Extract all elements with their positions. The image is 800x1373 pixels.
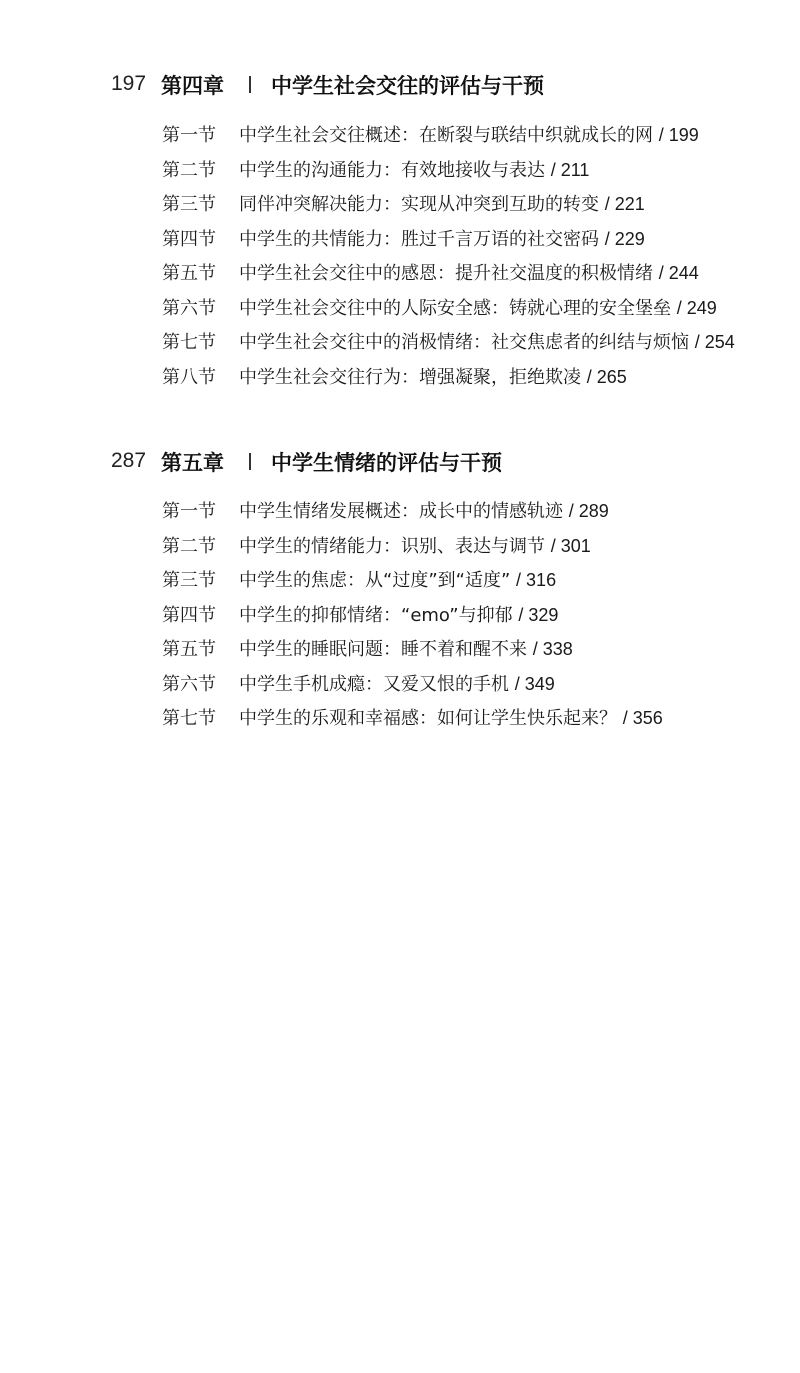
- section-title-text: 中学生社会交往行为：增强凝聚，拒绝欺凌: [239, 366, 581, 388]
- section-title: [239, 601, 558, 627]
- section-page: / 211: [550, 159, 590, 180]
- section-title: [239, 670, 555, 696]
- section-page: / 249: [676, 297, 717, 318]
- section-number: 第二节: [162, 159, 216, 181]
- toc-entry[interactable]: [0, 190, 800, 225]
- section-title-text: 中学生社会交往中的人际安全感：铸就心理的安全堡垒: [239, 297, 671, 319]
- section-page: / 356: [622, 708, 663, 728]
- toc-entry[interactable]: [0, 670, 800, 705]
- chapter-page-number: 197: [111, 72, 147, 95]
- section-title: [239, 497, 609, 523]
- section-title: [239, 328, 735, 354]
- section-number: 第五节: [162, 263, 216, 284]
- chapter-page-number: 287: [111, 449, 147, 472]
- chapter-title: 中学生情绪的评估与干预: [271, 451, 502, 475]
- section-title-text: 中学生的共情能力：胜过千言万语的社交密码: [239, 228, 599, 250]
- chapter-title: 中学生社会交往的评估与干预: [271, 74, 544, 98]
- section-title-text: 中学生社会交往中的感恩：提升社交温度的积极情绪: [239, 263, 653, 284]
- toc-entry[interactable]: [0, 259, 800, 294]
- section-number: 第七节: [162, 708, 216, 729]
- section-number: 第三节: [162, 194, 216, 215]
- toc-entry[interactable]: [0, 704, 800, 739]
- chapter-label: 第四章: [161, 74, 224, 98]
- section-number: 第一节: [162, 125, 216, 146]
- section-page: / 338: [532, 639, 573, 659]
- section-page: / 199: [658, 125, 699, 145]
- chapter-label: 第五章: [161, 451, 224, 475]
- toc-entry[interactable]: [0, 601, 800, 636]
- section-title-text: 中学生的乐观和幸福感：如何让学生快乐起来？: [239, 708, 617, 729]
- section-number: 第八节: [162, 366, 216, 388]
- section-title-text: 中学生社会交往中的消极情绪：社交焦虑者的纠结与烦恼: [239, 332, 689, 353]
- section-title-text: 中学生情绪发展概述：成长中的情感轨迹: [239, 501, 563, 522]
- section-title-text: 中学生手机成瘾：又爱又恨的手机: [239, 673, 509, 695]
- section-page: / 229: [604, 228, 645, 249]
- chapter-heading[interactable]: [0, 68, 800, 108]
- toc-entry[interactable]: [0, 363, 800, 398]
- section-title: [239, 259, 699, 285]
- toc-entry[interactable]: [0, 497, 800, 532]
- section-number: 第六节: [162, 297, 216, 319]
- section-title: [239, 532, 591, 558]
- section-page: / 265: [586, 366, 627, 387]
- section-title: [239, 121, 699, 147]
- section-number: 第一节: [162, 501, 216, 522]
- toc-entry[interactable]: [0, 225, 800, 260]
- chapter-block: [0, 68, 800, 108]
- section-title: [239, 363, 627, 389]
- section-title: [239, 225, 645, 251]
- section-title-text: 中学生的抑郁情绪：“emo”与抑郁: [239, 604, 513, 626]
- section-number: 第四节: [162, 228, 216, 250]
- section-page: / 316: [516, 570, 557, 590]
- toc-entry[interactable]: [0, 566, 800, 601]
- section-title-text: 中学生社会交往概述：在断裂与联结中织就成长的网: [239, 125, 653, 146]
- chapter-divider: [249, 76, 251, 93]
- section-number: 第六节: [162, 673, 216, 695]
- section-list: [0, 497, 800, 739]
- toc-entry[interactable]: [0, 156, 800, 191]
- section-page: / 301: [550, 535, 591, 556]
- section-title-text: 中学生的情绪能力：识别、表达与调节: [239, 535, 545, 557]
- chapter-divider: [249, 453, 251, 470]
- section-title: [239, 635, 573, 661]
- toc-entry[interactable]: [0, 532, 800, 567]
- section-number: 第七节: [162, 332, 216, 353]
- section-title-text: 中学生的沟通能力：有效地接收与表达: [239, 159, 545, 181]
- section-page: / 244: [658, 263, 699, 283]
- section-title: [239, 190, 645, 216]
- section-page: / 254: [694, 332, 735, 352]
- toc-entry[interactable]: [0, 635, 800, 670]
- section-title: [239, 156, 589, 182]
- section-title-text: 同伴冲突解决能力：实现从冲突到互助的转变: [239, 194, 599, 215]
- section-number: 第五节: [162, 639, 216, 660]
- section-page: / 329: [518, 604, 559, 625]
- toc-entry[interactable]: [0, 121, 800, 156]
- section-title: [239, 294, 717, 320]
- section-title-text: 中学生的睡眠问题：睡不着和醒不来: [239, 639, 527, 660]
- section-number: 第二节: [162, 535, 216, 557]
- section-title: [239, 704, 663, 730]
- section-page: / 221: [604, 194, 645, 214]
- section-page: / 349: [514, 673, 555, 694]
- toc-entry[interactable]: [0, 294, 800, 329]
- section-page: / 289: [568, 501, 609, 521]
- section-title: [239, 566, 556, 592]
- toc-entry[interactable]: [0, 328, 800, 363]
- chapter-block: [0, 445, 800, 485]
- section-title-text: 中学生的焦虑：从“过度”到“适度”: [239, 570, 511, 591]
- section-number: 第三节: [162, 570, 216, 591]
- chapter-heading[interactable]: [0, 445, 800, 485]
- section-number: 第四节: [162, 604, 216, 626]
- section-list: [0, 121, 800, 397]
